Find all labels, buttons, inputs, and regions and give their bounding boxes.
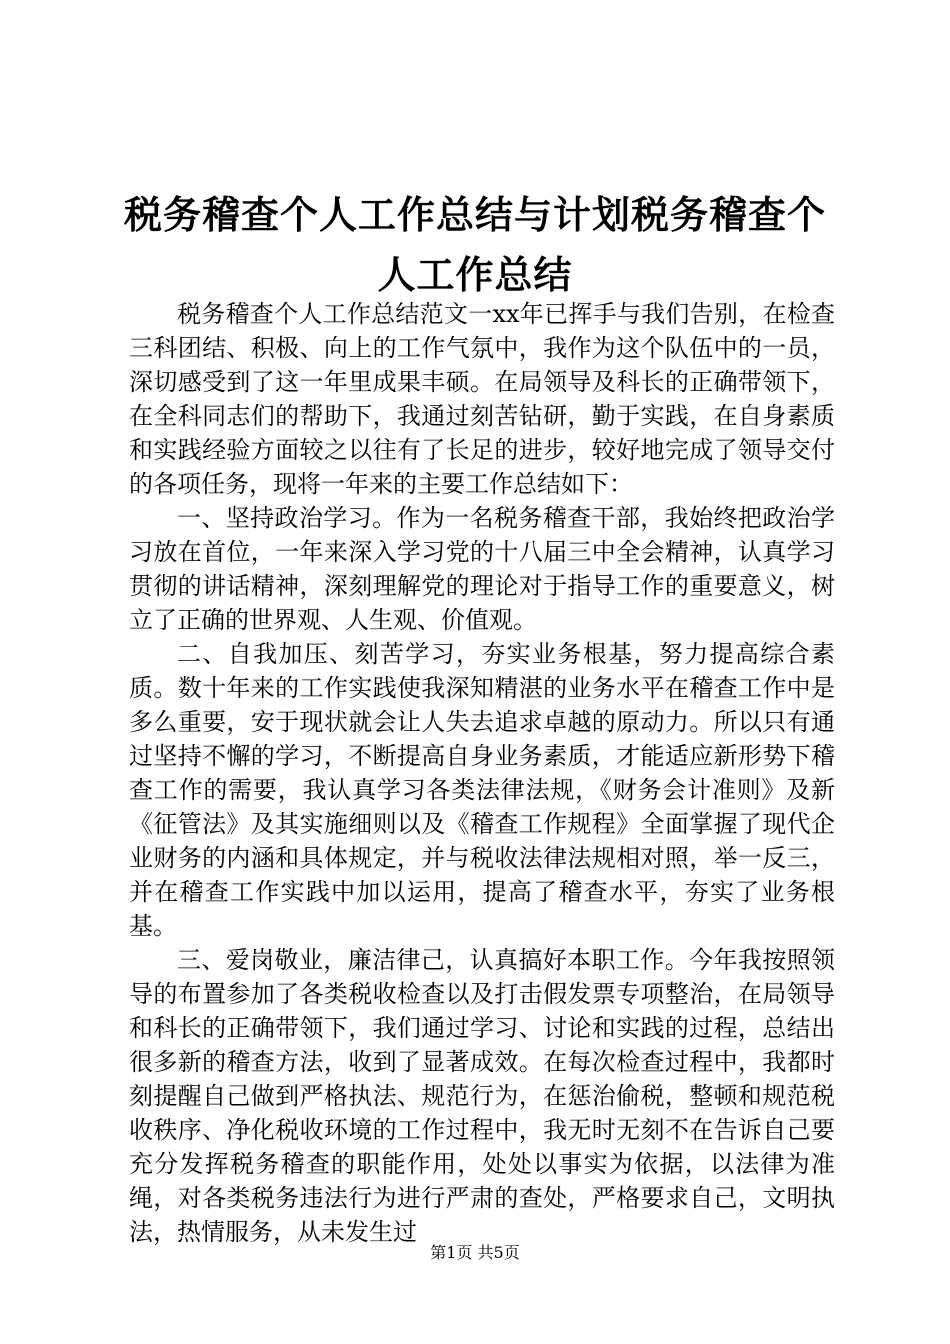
document-title: 税务稽查个人工作总结与计划税务稽查个人工作总结 [123, 193, 826, 298]
body-paragraph-professional-study: 二、自我加压、刻苦学习，夯实业务根基，努力提高综合素质。数十年来的工作实践使我深知精湛的业务水平在稽查工作中是多么重要，安于现状就会让人失去追求卓越的原动力。所以只有通过坚持不懈的学习，不断提高自身业务素质，才能适应新形势下稽查工作的需要，我认真学习各类法律法规，《财务会计准则》及新《征管法》及其实施细则以及《稽查工作规程》全面掌握了现代企业财务的内涵和具体规定，并与税收法律法规相对照，举一反三，并在稽查工作实践中加以运用，提高了稽查水平，夯实了业务根基。 [129, 640, 835, 940]
body-paragraph-political-study: 一、坚持政治学习。作为一名税务稽查干部，我始终把政治学习放在首位，一年来深入学习党的十八届三中全会精神，认真学习贯彻的讲话精神，深刻理解党的理论对于指导工作的重要意义，树立了正确的世界观、人生观、价值观。 [129, 504, 835, 634]
document-body [129, 297, 835, 1249]
body-paragraph-job-duties: 三、爱岗敬业，廉洁律己，认真搞好本职工作。今年我按照领导的布置参加了各类税收检查以及打击假发票专项整治，在局领导和科长的正确带领下，我们通过学习、讨论和实践的过程，总结出很多新的稽查方法，收到了显著成效。在每次检查过程中，我都时刻提醒自己做到严格执法、规范行为，在惩治偷税，整顿和规范税收秩序、净化税收环境的工作过程中，我无时无刻不在告诉自己要充分发挥税务稽查的职能作用，处处以事实为依据，以法律为准绳，对各类税务违法行为进行严肃的查处，严格要求自己，文明执法，热情服务，从未发生过 [129, 946, 835, 1246]
page-number-footer: 第1页 共5页 [430, 1243, 520, 1262]
body-paragraph-intro: 税务稽查个人工作总结范文一xx年已挥手与我们告别，在检查三科团结、积极、向上的工作气氛中，我作为这个队伍中的一员，深切感受到了这一年里成果丰硕。在局领导及科长的正确带领下，在全科同志们的帮助下，我通过刻苦钻研，勤于实践，在自身素质和实践经验方面较之以往有了长足的进步，较好地完成了领导交付的各项任务，现将一年来的主要工作总结如下： [129, 300, 835, 498]
